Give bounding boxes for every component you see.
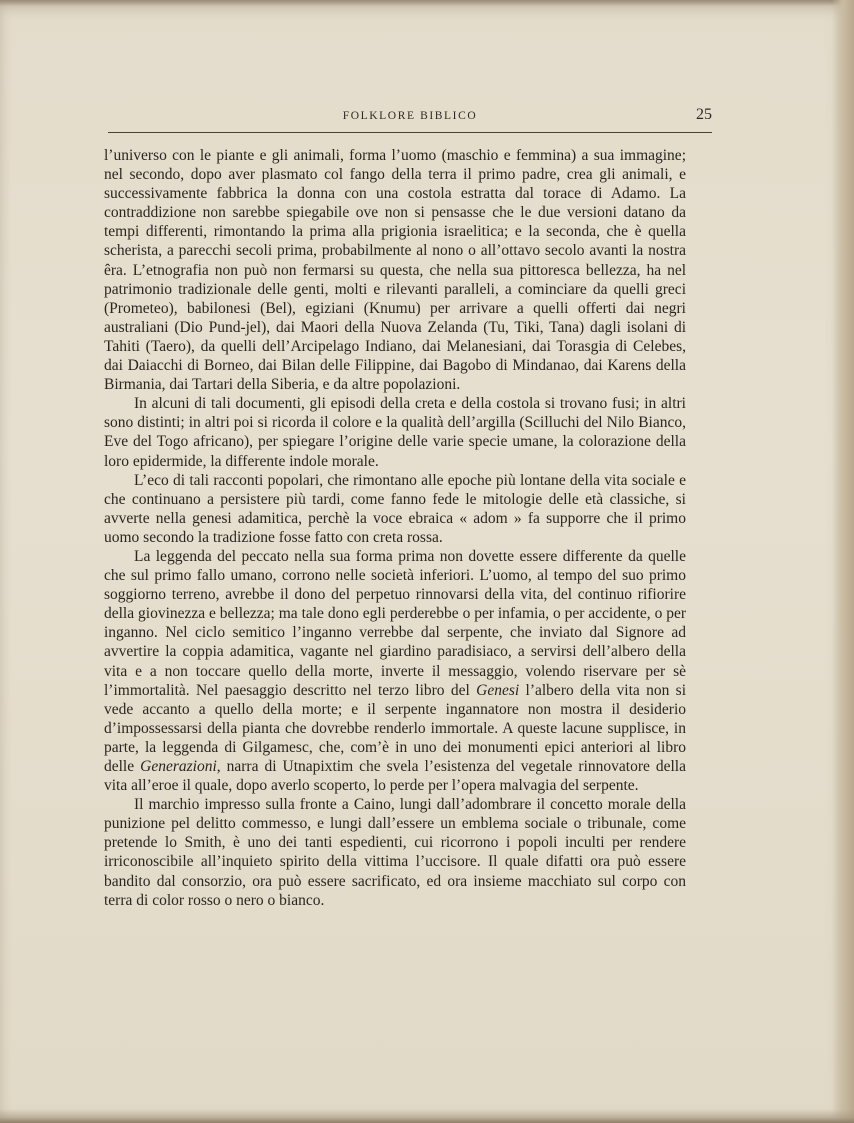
page-right-edge (832, 0, 854, 1123)
paragraph-4-part-c: , narra di Utnapixtim che svela l’esistenza del vegetale rinnovatore della vita all’eroe il quale, dopo averlo scoperto, lo perde per l’opera malvagia del serpente. (104, 758, 686, 795)
book-title-generazioni: Generazioni (140, 758, 217, 775)
body-text (104, 146, 686, 910)
paragraph-2: In alcuni di tali documenti, gli episodi della creta e della costola si trovano fusi; in altri sono distinti; in altri poi si ricorda il colore e la qualità dell’argilla (Scilluchi del Nilo Bianco, Eve del Togo africano), per spiegare l’origine delle varie specie umane, la colorazione della loro epidermide, la differente indole morale. (104, 395, 686, 470)
running-head-title: FOLKLORE BIBLICO (342, 110, 478, 122)
running-head (108, 108, 712, 133)
page-number: 25 (696, 106, 712, 123)
page-top-edge (0, 0, 854, 6)
book-title-genesi: Genesi (476, 681, 520, 699)
paragraph-4 (104, 547, 686, 795)
paragraph-3: L’eco di tali racconti popolari, che rimontano alle epoche più lontane della vita sociale e che continuano a persistere più tardi, come fanno fede le mitologie delle età classiche, si avverte nella genesi adamitica, perchè la voce ebraica « adom » fa supporre che il primo uomo secondo la tradizione fosse fatto con creta rossa. (104, 471, 686, 546)
paragraph-4-part-b: l’albero della vita non si vede accanto a quello della morte; e il serpente ingannatore non mostra il desiderio d’impossessarsi della pianta che dovrebbe renderlo immortale. A queste lacune supplisce, in parte, la leggenda di Gilgamesc, che, com’è in uno dei monumenti epici anteriori al libro delle (104, 681, 686, 775)
paragraph-4-part-a: La leggenda del peccato nella sua forma prima non dovette essere differente da quelle che sul primo fallo umano, corrono nelle società inferiori. L’uomo, al tempo del suo primo soggiorno terreno, avrebbe il dono del perpetuo rinnovarsi della vita, del continuo rifiorire della giovinezza e bellezza; ma tale dono egli perderebbe o per infamia, o per accidente, o per inganno. Nel ciclo semitico l’inganno verrebbe dal serpente, che inviato dal Signore ad avvertire la coppia adamitica, vagante nel giardino paradisiaco, a servirsi dell’albero della vita e a non toccare quello della morte, inverte il messaggio, volendo riservare per sè l’immortalità. Nel paesaggio descritto nel terzo libro del (104, 547, 686, 699)
page-bottom-edge (0, 1109, 854, 1123)
paragraph-1: l’universo con le piante e gli animali, forma l’uomo (maschio e femmina) a sua immagine; nel secondo, dopo aver plasmato col fango della terra il primo padre, crea gli animali, e successivamente fabbrica la donna con una costola estratta dal torace di Adamo. La contraddizione non sarebbe spiegabile ove non si pensasse che le due versioni datano da tempi differenti, rimontando la prima alla prigionia israelitica; e la seconda, che è quella scherista, a parecchi secoli prima, probabilmente al nono o all’ottavo secolo avanti la nostra êra. L’etnografia non può non fermarsi su questa, che nella sua pittoresca bellezza, ha nel patrimonio tradizionale delle genti, molti e rilevanti paralleli, a cominciare da quelli greci (Prometeo), babilonesi (Bel), egiziani (Knumu) per arrivare a quelli offerti dai negri australiani (Dio Pund-jel), dai Maori della Nuova Zelanda (Tu, Tiki, Tana) dagli isolani di Tahiti (Taero), da quelli dell’Arcipelago Indiano, dai Melanesiani, dai Torasgia di Celebes, dai Daiacchi di Borneo, dai Bilan delle Filippine, dai Bagobo di Mindanao, dai Karens della Birmania, dai Tartari della Siberia, e da altre popolazioni. (104, 147, 686, 394)
paragraph-5: Il marchio impresso sulla fronte a Caino, lungi dall’adombrare il concetto morale della punizione pel delitto commesso, e lungi dall’essere un emblema sociale o tribunale, come pretende lo Smith, è uno dei tanti espedienti, cui ricorrono i popoli inculti per rendere irriconoscibile all’inquieto spirito della vittima l’uccisore. Il quale difatti ora può essere bandito dal consorzio, ora può essere sacrificato, ed ora insieme macchiato sul corpo con terra di color rosso o nero o bianco. (104, 796, 686, 909)
